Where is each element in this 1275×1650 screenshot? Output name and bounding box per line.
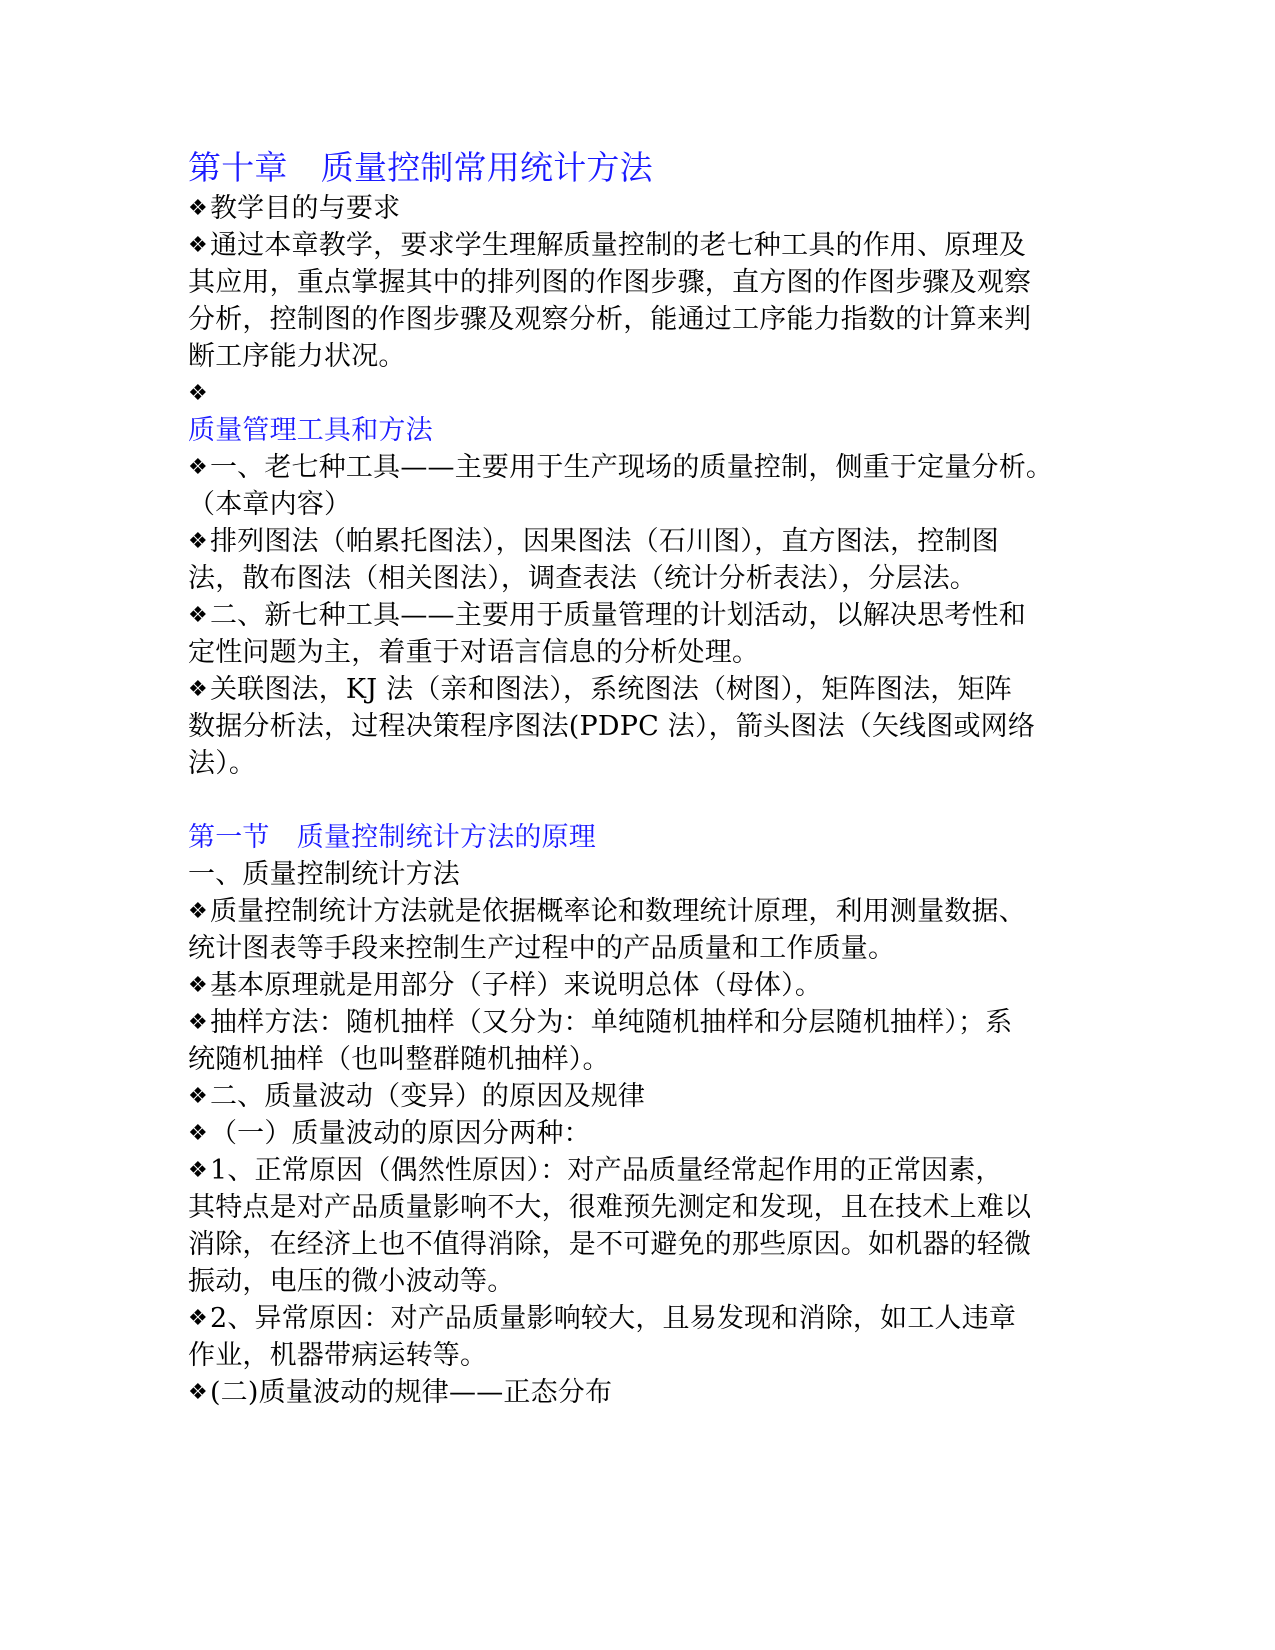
bullet-icon: ❖ <box>188 455 208 480</box>
normal-cause-line: ❖1、正常原因（偶然性原因）：对产品质量经常起作用的正常因素， <box>188 1155 1003 1186</box>
new-seven-line: 定性问题为主，着重于对语言信息的分析处理。 <box>188 637 760 668</box>
empty-bullet-line <box>188 375 1088 412</box>
bullet-icon: ❖ <box>188 603 208 628</box>
definition-line: 统计图表等手段来控制生产过程中的产品质量和工作质量。 <box>188 933 896 964</box>
bullet-icon: ❖ <box>188 1158 208 1183</box>
spacer <box>188 782 1088 819</box>
abnormal-cause-line: ❖2、异常原因：对产品质量影响较大，且易发现和消除，如工人违章 <box>188 1303 1017 1334</box>
subsection-heading: 一、质量控制统计方法 <box>188 859 460 890</box>
bullet-icon: ❖ <box>188 1380 208 1405</box>
old-seven-line: ❖一、老七种工具——主要用于生产现场的质量控制，侧重于定量分析。 <box>188 452 1054 483</box>
basic-principle-line: ❖基本原理就是用部分（子样）来说明总体（母体）。 <box>188 970 823 1001</box>
bullet-icon: ❖ <box>188 1121 208 1146</box>
bullet-icon: ❖ <box>188 196 208 221</box>
chapter-title: 第十章 质量控制常用统计方法 <box>188 148 653 187</box>
section-heading: 第一节 质量控制统计方法的原理 <box>188 822 596 853</box>
tools-heading: 质量管理工具和方法 <box>188 415 433 446</box>
goals-line: 其应用，重点掌握其中的排列图的作图步骤，直方图的作图步骤及观察 <box>188 267 1032 298</box>
definition-line: ❖质量控制统计方法就是依据概率论和数理统计原理，利用测量数据、 <box>188 896 1026 927</box>
fluctuation-law-line: ❖(二)质量波动的规律——正态分布 <box>188 1377 613 1408</box>
new-list-line: 法）。 <box>188 748 257 779</box>
new-list-line: 数据分析法，过程决策程序图法(PDPC 法），箭头图法（矢线图或网络 <box>188 711 1036 742</box>
bullet-icon: ❖ <box>188 899 208 924</box>
bullet-icon: ❖ <box>188 233 208 258</box>
normal-cause-line: 振动，电压的微小波动等。 <box>188 1266 515 1297</box>
bullet-icon: ❖ <box>188 677 208 702</box>
bullet-icon: ❖ <box>188 1010 208 1035</box>
sampling-line: 统随机抽样（也叫整群随机抽样）。 <box>188 1044 610 1075</box>
abnormal-cause-line: 作业，机器带病运转等。 <box>188 1340 488 1371</box>
old-list-line: ❖排列图法（帕累托图法），因果图法（石川图），直方图法，控制图 <box>188 526 999 557</box>
normal-cause-line: 其特点是对产品质量影响不大，很难预先测定和发现，且在技术上难以 <box>188 1192 1032 1223</box>
goals-line: ❖通过本章教学，要求学生理解质量控制的老七种工具的作用、原理及 <box>188 230 1026 261</box>
bullet-icon: ❖ <box>188 1084 208 1109</box>
goals-line: 断工序能力状况。 <box>188 341 406 372</box>
teaching-goals-label: ❖教学目的与要求 <box>188 193 401 224</box>
fluctuation-heading: ❖二、质量波动（变异）的原因及规律 <box>188 1081 646 1112</box>
sampling-line: ❖抽样方法：随机抽样（又分为：单纯随机抽样和分层随机抽样）；系 <box>188 1007 1013 1038</box>
new-seven-line: ❖二、新七种工具——主要用于质量管理的计划活动，以解决思考性和 <box>188 600 1026 631</box>
bullet-icon: ❖ <box>188 1306 208 1331</box>
old-list-line: 法，散布图法（相关图法），调查表法（统计分析表法），分层法。 <box>188 563 977 594</box>
new-list-line: ❖关联图法，KJ 法（亲和图法），系统图法（树图），矩阵图法，矩阵 <box>188 674 1012 705</box>
bullet-icon: ❖ <box>188 529 208 554</box>
bullet-icon: ❖ <box>188 973 208 998</box>
bullet-icon: ❖ <box>188 381 208 406</box>
normal-cause-line: 消除，在经济上也不值得消除，是不可避免的那些原因。如机器的轻微 <box>188 1229 1032 1260</box>
old-seven-line: （本章内容） <box>188 489 352 520</box>
goals-line: 分析，控制图的作图步骤及观察分析，能通过工序能力指数的计算来判 <box>188 304 1032 335</box>
document-body <box>188 146 1088 1411</box>
causes-heading: ❖（一）质量波动的原因分两种： <box>188 1118 591 1149</box>
